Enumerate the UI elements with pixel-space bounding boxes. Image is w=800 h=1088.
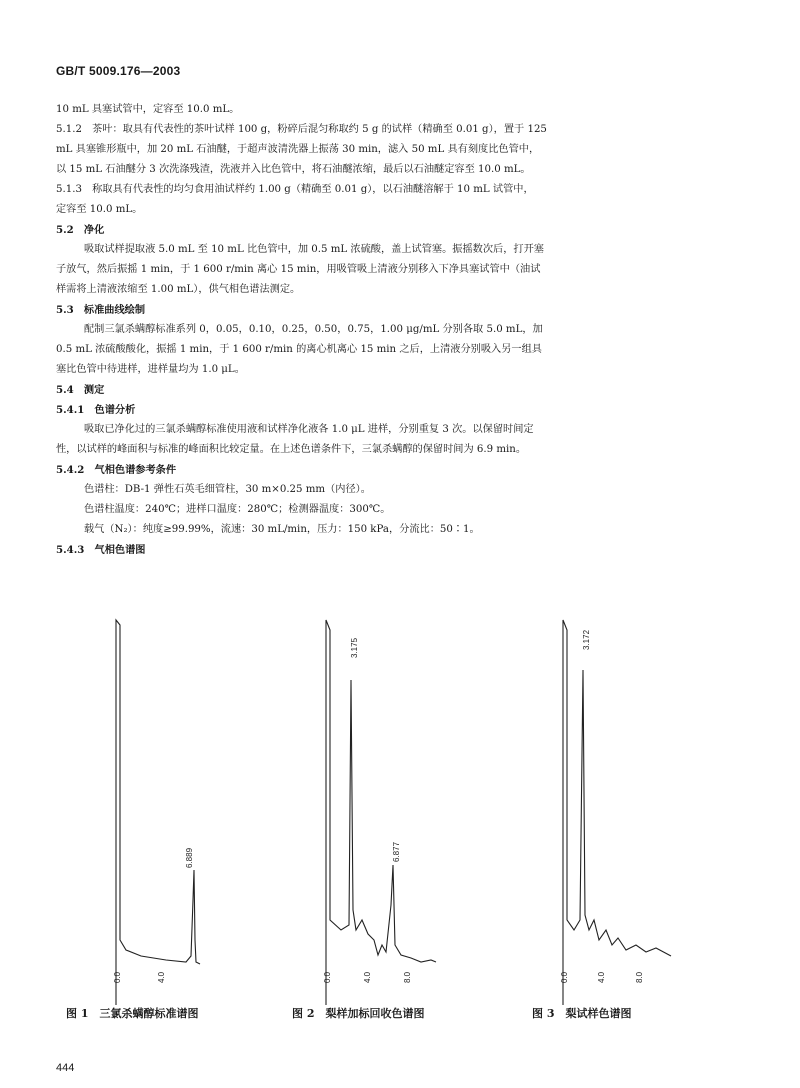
section-heading: 5.4 测定 [56, 384, 105, 396]
body-text-line: 5.1.3 称取具有代表性的均匀食用油试样约 1.00 g（精确至 0.01 g），以石油醚溶解于 10 mL 试管中， [56, 184, 534, 195]
body-text-line: 5.1.2 茶叶：取具有代表性的茶叶试样 100 g，粉碎后混匀称取约 5 g 的试样（精确至 0.01 g），置于 125 [56, 124, 547, 135]
section-heading: 5.3 标准曲线绘制 [56, 304, 146, 316]
fig1-tick-4: 4.0 [157, 971, 166, 983]
section-heading: 5.2 净化 [56, 224, 105, 236]
figure-3-caption: 图 3 梨试样色谱图 [532, 1007, 632, 1020]
section-heading: 5.4.2 气相色谱参考条件 [56, 464, 177, 476]
fig1-peak-label: 6.889 [185, 847, 194, 868]
chromatogram-labels [56, 600, 756, 1020]
fig2-peak-label-2: 6.877 [392, 841, 401, 862]
fig2-tick-4: 4.0 [363, 971, 372, 983]
document-body [56, 100, 750, 560]
figure-1-caption: 图 1 三氯杀螨醇标准谱图 [66, 1007, 199, 1020]
fig2-tick-0: 0.0 [323, 971, 332, 983]
body-text-line: 色谱柱温度：240℃；进样口温度：280℃；检测器温度：300℃。 [84, 504, 391, 515]
page-number: 444 [56, 1062, 75, 1074]
body-text-line: 性，以试样的峰面积与标准的峰面积比较定量。在上述色谱条件下，三氯杀螨醇的保留时间为 6.9 min。 [56, 444, 527, 455]
figure-2-caption: 图 2 梨样加标回收色谱图 [292, 1007, 425, 1020]
fig2-tick-8: 8.0 [403, 971, 412, 983]
standard-number-header: GB/T 5009.176—2003 [56, 64, 181, 78]
body-text-line: 以 15 mL 石油醚分 3 次洗涤残渣，洗液并入比色管中，将石油醚浓缩，最后以石油醚定容至 10.0 mL。 [56, 164, 531, 175]
fig3-tick-8: 8.0 [635, 971, 644, 983]
fig1-tick-0: 0.0 [113, 971, 122, 983]
body-text-line: mL 具塞锥形瓶中，加 20 mL 石油醚，于超声波清洗器上振荡 30 min，滤入 50 mL 具有刻度比色管中， [56, 144, 540, 155]
fig3-tick-4: 4.0 [597, 971, 606, 983]
section-heading: 5.4.1 色谱分析 [56, 404, 136, 416]
body-text-line: 定容至 10.0 mL。 [56, 204, 143, 215]
body-text-line: 10 mL 具塞试管中，定容至 10.0 mL。 [56, 104, 240, 115]
body-text-line: 0.5 mL 浓硫酸酸化，振摇 1 min，于 1 600 r/min 的离心机离心 15 min 之后，上清液分别吸入另一组具 [56, 344, 542, 355]
body-text-line: 色谱柱：DB-1 弹性石英毛细管柱，30 m×0.25 mm（内径）。 [84, 484, 371, 495]
body-text-line: 配制三氯杀螨醇标准系列 0，0.05，0.10，0.25，0.50，0.75，1.00 μg/mL 分别各取 5.0 mL，加 [84, 324, 543, 335]
fig3-peak-label: 3.172 [582, 629, 591, 650]
section-heading: 5.4.3 气相色谱图 [56, 544, 146, 556]
fig2-peak-label-1: 3.175 [350, 637, 359, 658]
body-text-line: 吸取已净化过的三氯杀螨醇标准使用液和试样净化液各 1.0 μL 进样，分别重复 3 次。以保留时间定 [84, 424, 534, 435]
body-text-line: 载气（N₂）：纯度≥99.99%，流速：30 mL/min，压力：150 kPa，分流比：50∶1。 [84, 524, 480, 535]
body-text-line: 样需将上清液浓缩至 1.00 mL），供气相色谱法测定。 [56, 284, 301, 295]
fig3-tick-0: 0.0 [560, 971, 569, 983]
body-text-line: 塞比色管中待进样，进样量均为 1.0 μL。 [56, 364, 245, 375]
body-text-line: 子放气，然后振摇 1 min，于 1 600 r/min 离心 15 min，用吸管吸上清液分别移入下净具塞试管中（油试 [56, 264, 541, 275]
body-text-line: 吸取试样提取液 5.0 mL 至 10 mL 比色管中，加 0.5 mL 浓硫酸，盖上试管塞。振摇数次后，打开塞 [84, 244, 544, 255]
